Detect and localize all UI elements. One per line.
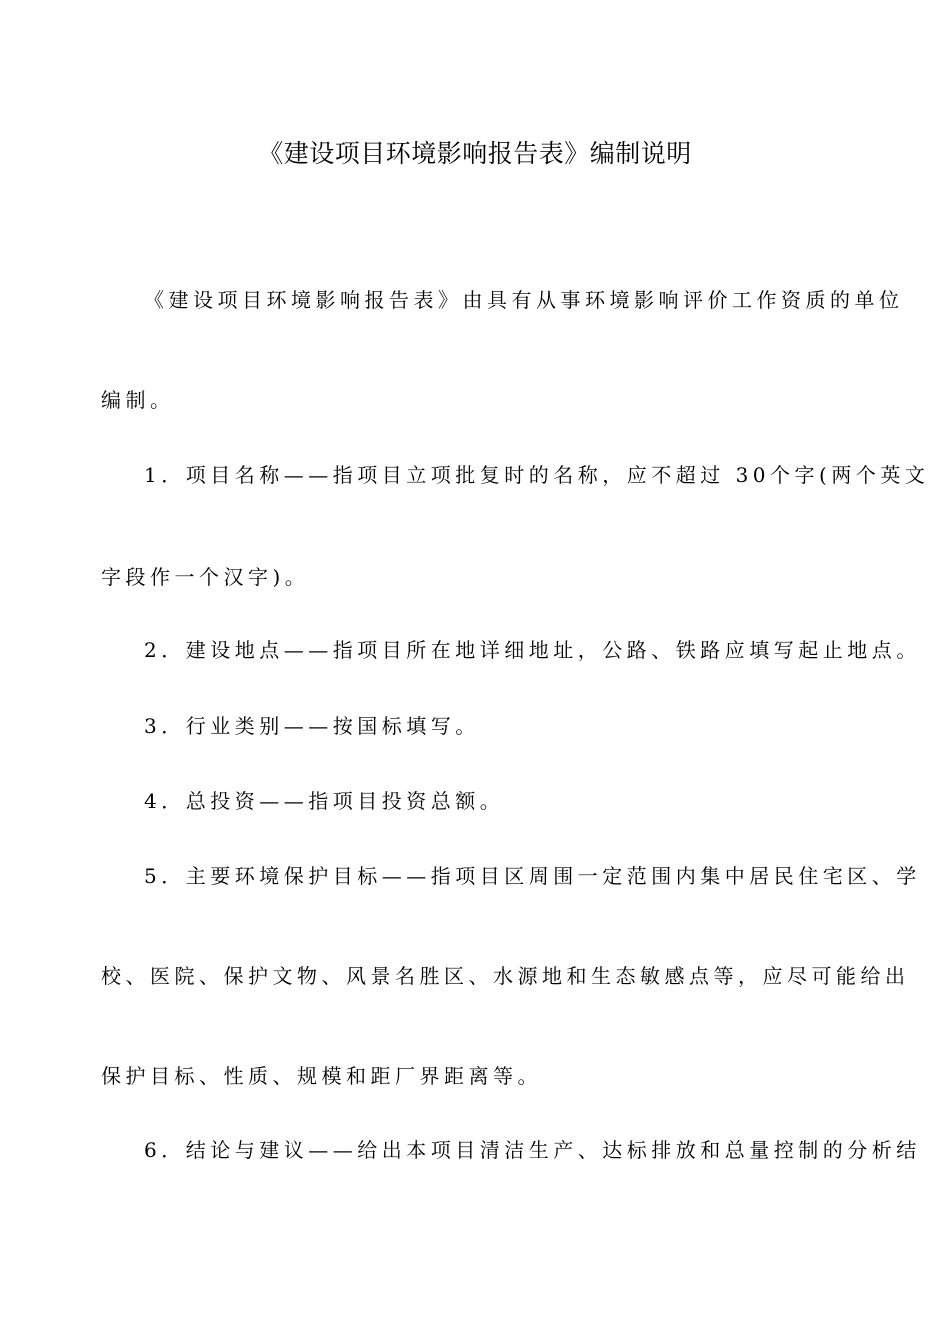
- item-1-line-1: 1．项目名称——指项目立项批复时的名称，应不超过 30个字(两个英文: [144, 463, 930, 487]
- item-4-line-1: 4．总投资——指项目投资总额。: [144, 789, 505, 813]
- document-title: 《建设项目环境影响报告表》编制说明: [258, 139, 692, 168]
- item-1-line-2: 字段作一个汉字)。: [101, 565, 310, 589]
- item-5-line-1: 5．主要环境保护目标——指项目区周围一定范围内集中居民住宅区、学: [144, 864, 921, 888]
- item-3-line-1: 3．行业类别——按国标填写。: [144, 714, 480, 738]
- item-6-line-1: 6．结论与建议——给出本项目清洁生产、达标排放和总量控制的分析结: [144, 1138, 921, 1162]
- item-2-line-1: 2．建设地点——指项目所在地详细地址，公路、铁路应填写起止地点。: [144, 638, 921, 662]
- intro-line-1: 《建设项目环境影响报告表》由具有从事环境影响评价工作资质的单位: [144, 288, 904, 312]
- intro-line-2: 编制。: [101, 388, 175, 412]
- item-5-line-2: 校、医院、保护文物、风景名胜区、水源地和生态敏感点等，应尽可能给出: [101, 964, 910, 988]
- item-5-line-3: 保护目标、性质、规模和距厂界距离等。: [101, 1064, 542, 1088]
